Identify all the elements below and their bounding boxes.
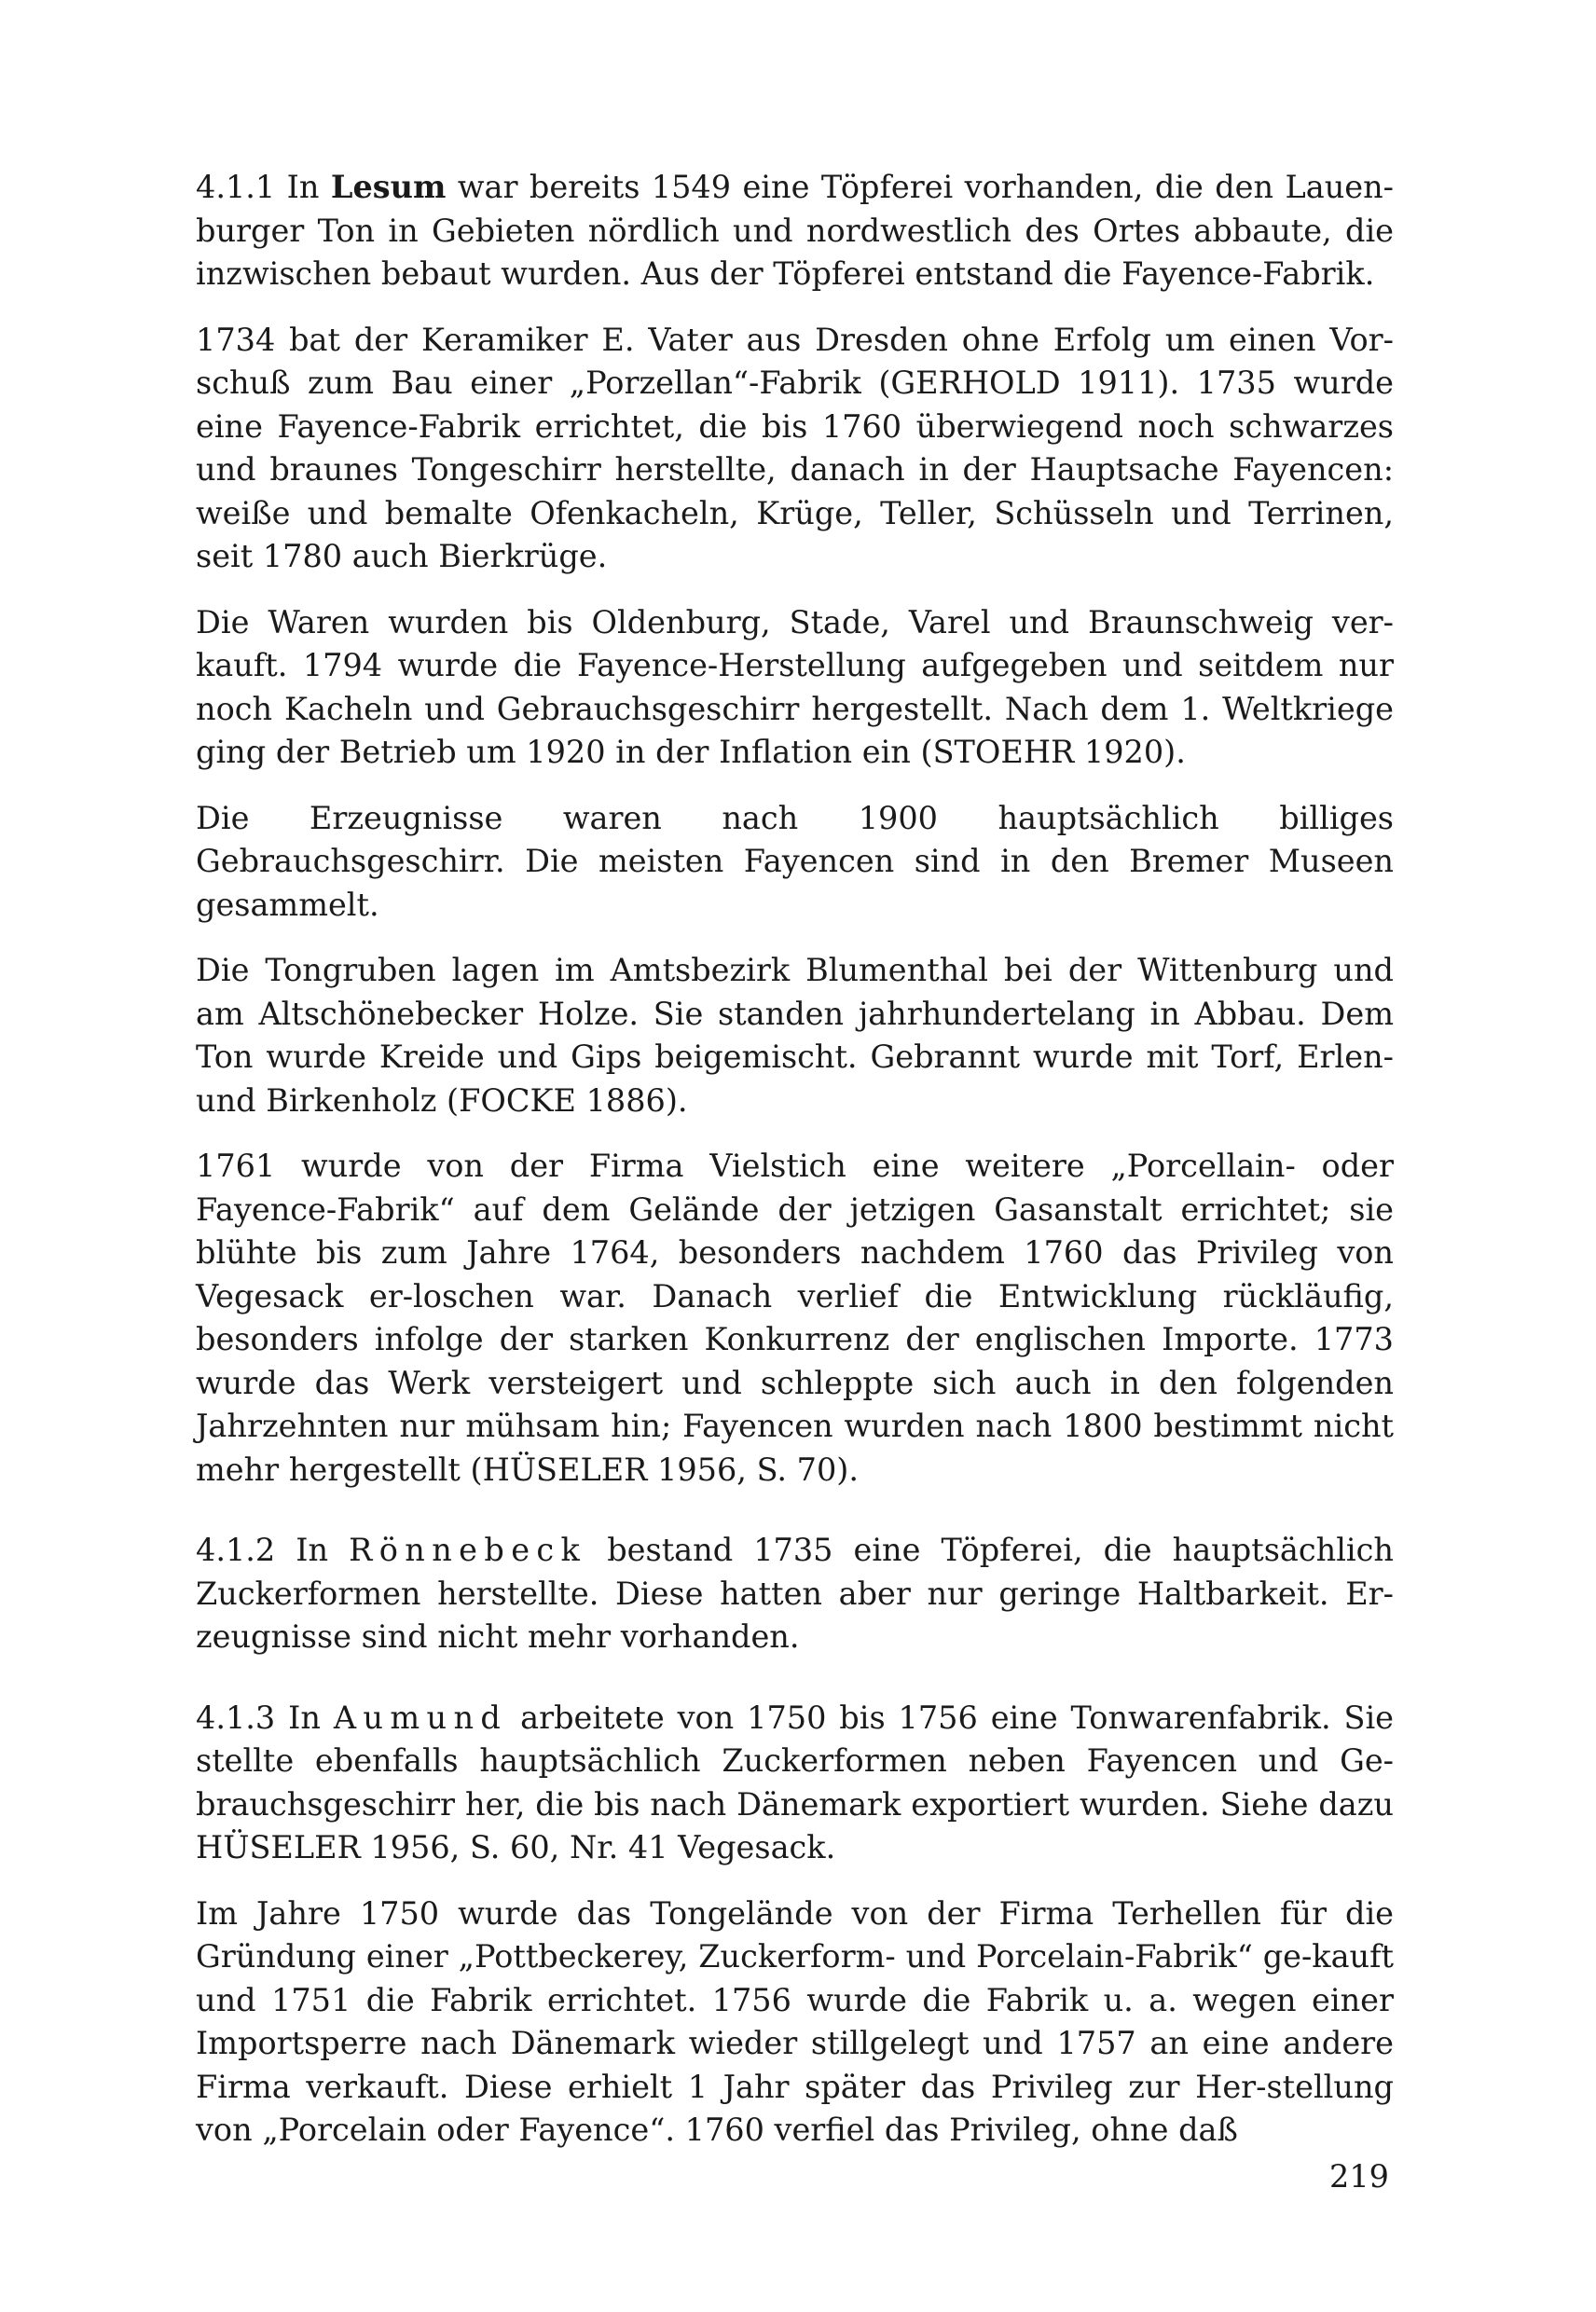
paragraph-body-text: war bereits 1549 eine Töpferei vorhanden, die den Lauen-burger Ton in Gebieten nördlich und nordwestlich des Ortes abbaute, die inzwischen bebaut wurden. Aus der Töpferei entstand die Fayence-Fabrik. bbox=[196, 169, 1394, 292]
place-name-aumund: Aumund bbox=[333, 1699, 508, 1736]
place-name-roennebeck: Rönnebeck bbox=[349, 1532, 587, 1568]
place-name-lesum: Lesum bbox=[330, 169, 447, 205]
paragraph-lesum-vielstich: 1761 wurde von der Firma Vielstich eine weitere „Porcellain- oder Fayence-Fabrik“ auf dem Gelände der jetzigen Gasanstalt errichtet; sie blühte bis zum Jahre 1764, besonders nachdem 1760 das Privileg von Vegesack er-loschen war. Danach verlief die Entwicklung rückläufig, besonders infolge der starken Konkurrenz der englischen Importe. 1773 wurde das Werk versteigert und schleppte sich auch in den folgenden Jahrzehnten nur mühsam hin; Fayencen wurden nach 1800 bestimmt nicht mehr hergestellt (HÜSELER 1956, S. 70). bbox=[196, 1148, 1394, 1488]
page-body bbox=[196, 166, 1394, 2198]
section-lead-text: 4.1.2 In bbox=[196, 1532, 350, 1568]
section-lead-text: 4.1.3 In bbox=[196, 1699, 334, 1736]
paragraph-lesum-intro bbox=[196, 166, 1394, 296]
section-lead-text: 4.1.1 In bbox=[196, 169, 331, 205]
paragraph-roennebeck bbox=[196, 1529, 1394, 1659]
paragraph-aumund-terhellen: Im Jahre 1750 wurde das Tongelände von der Firma Terhellen für die Gründung einer „Pottbeckerey, Zuckerform- und Porcelain-Fabrik“ ge-kauft und 1751 die Fabrik errichtet. 1756 wurde die Fabrik u. a. wegen einer Importsperre nach Dänemark wieder stillgelegt und 1757 an eine andere Firma verkauft. Diese erhielt 1 Jahr später das Privileg zur Her-stellung von „Porcelain oder Fayence“. 1760 verfiel das Privileg, ohne daß bbox=[196, 1894, 1394, 2148]
paragraph-lesum-fabrik-1735: 1734 bat der Keramiker E. Vater aus Dresden ohne Erfolg um einen Vor-schuß zum Bau einer „Porzellan“-Fabrik (GERHOLD 1911). 1735 wurde eine Fayence-Fabrik errichtet, die bis 1760 überwiegend noch schwarzes und braunes Tongeschirr herstellte, danach in der Hauptsache Fayencen: weiße und bemalte Ofenkacheln, Krüge, Teller, Schüsseln und Terrinen, seit 1780 auch Bierkrüge. bbox=[196, 321, 1394, 574]
page-number: 219 bbox=[1329, 2158, 1389, 2195]
paragraph-lesum-tongruben: Die Tongruben lagen im Amtsbezirk Blumenthal bei der Wittenburg und am Altschönebecker Holze. Sie standen jahrhundertelang in Abbau. Dem Ton wurde Kreide und Gips beigemischt. Gebrannt wurde mit Torf, Erlen- und Birkenholz (FOCKE 1886). bbox=[196, 952, 1394, 1119]
paragraph-lesum-erzeugnisse: Die Erzeugnisse waren nach 1900 hauptsächlich billiges Gebrauchsgeschirr. Die meisten Fayencen sind in den Bremer Museen gesammelt. bbox=[196, 799, 1394, 923]
paragraph-body-text: bestand 1735 eine Töpferei, die hauptsächlich Zuckerformen herstellte. Diese hatten aber nur geringe Haltbarkeit. Er-zeugnisse sind nicht mehr vorhanden. bbox=[196, 1532, 1394, 1655]
paragraph-aumund bbox=[196, 1697, 1394, 1870]
paragraph-body-text: arbeitete von 1750 bis 1756 eine Tonwarenfabrik. Sie stellte ebenfalls hauptsächlich Zuckerformen neben Fayencen und Ge-brauchsgeschirr her, die bis nach Dänemark exportiert wurden. Siehe dazu HÜSELER 1956, S. 60, Nr. 41 Vegesack. bbox=[196, 1699, 1394, 1865]
paragraph-lesum-waren: Die Waren wurden bis Oldenburg, Stade, Varel und Braunschweig ver-kauft. 1794 wurde die Fayence-Herstellung aufgegeben und seitdem nur noch Kacheln und Gebrauchsgeschirr hergestellt. Nach dem 1. Weltkriege ging der Betrieb um 1920 in der Inflation ein (STOEHR 1920). bbox=[196, 603, 1394, 770]
